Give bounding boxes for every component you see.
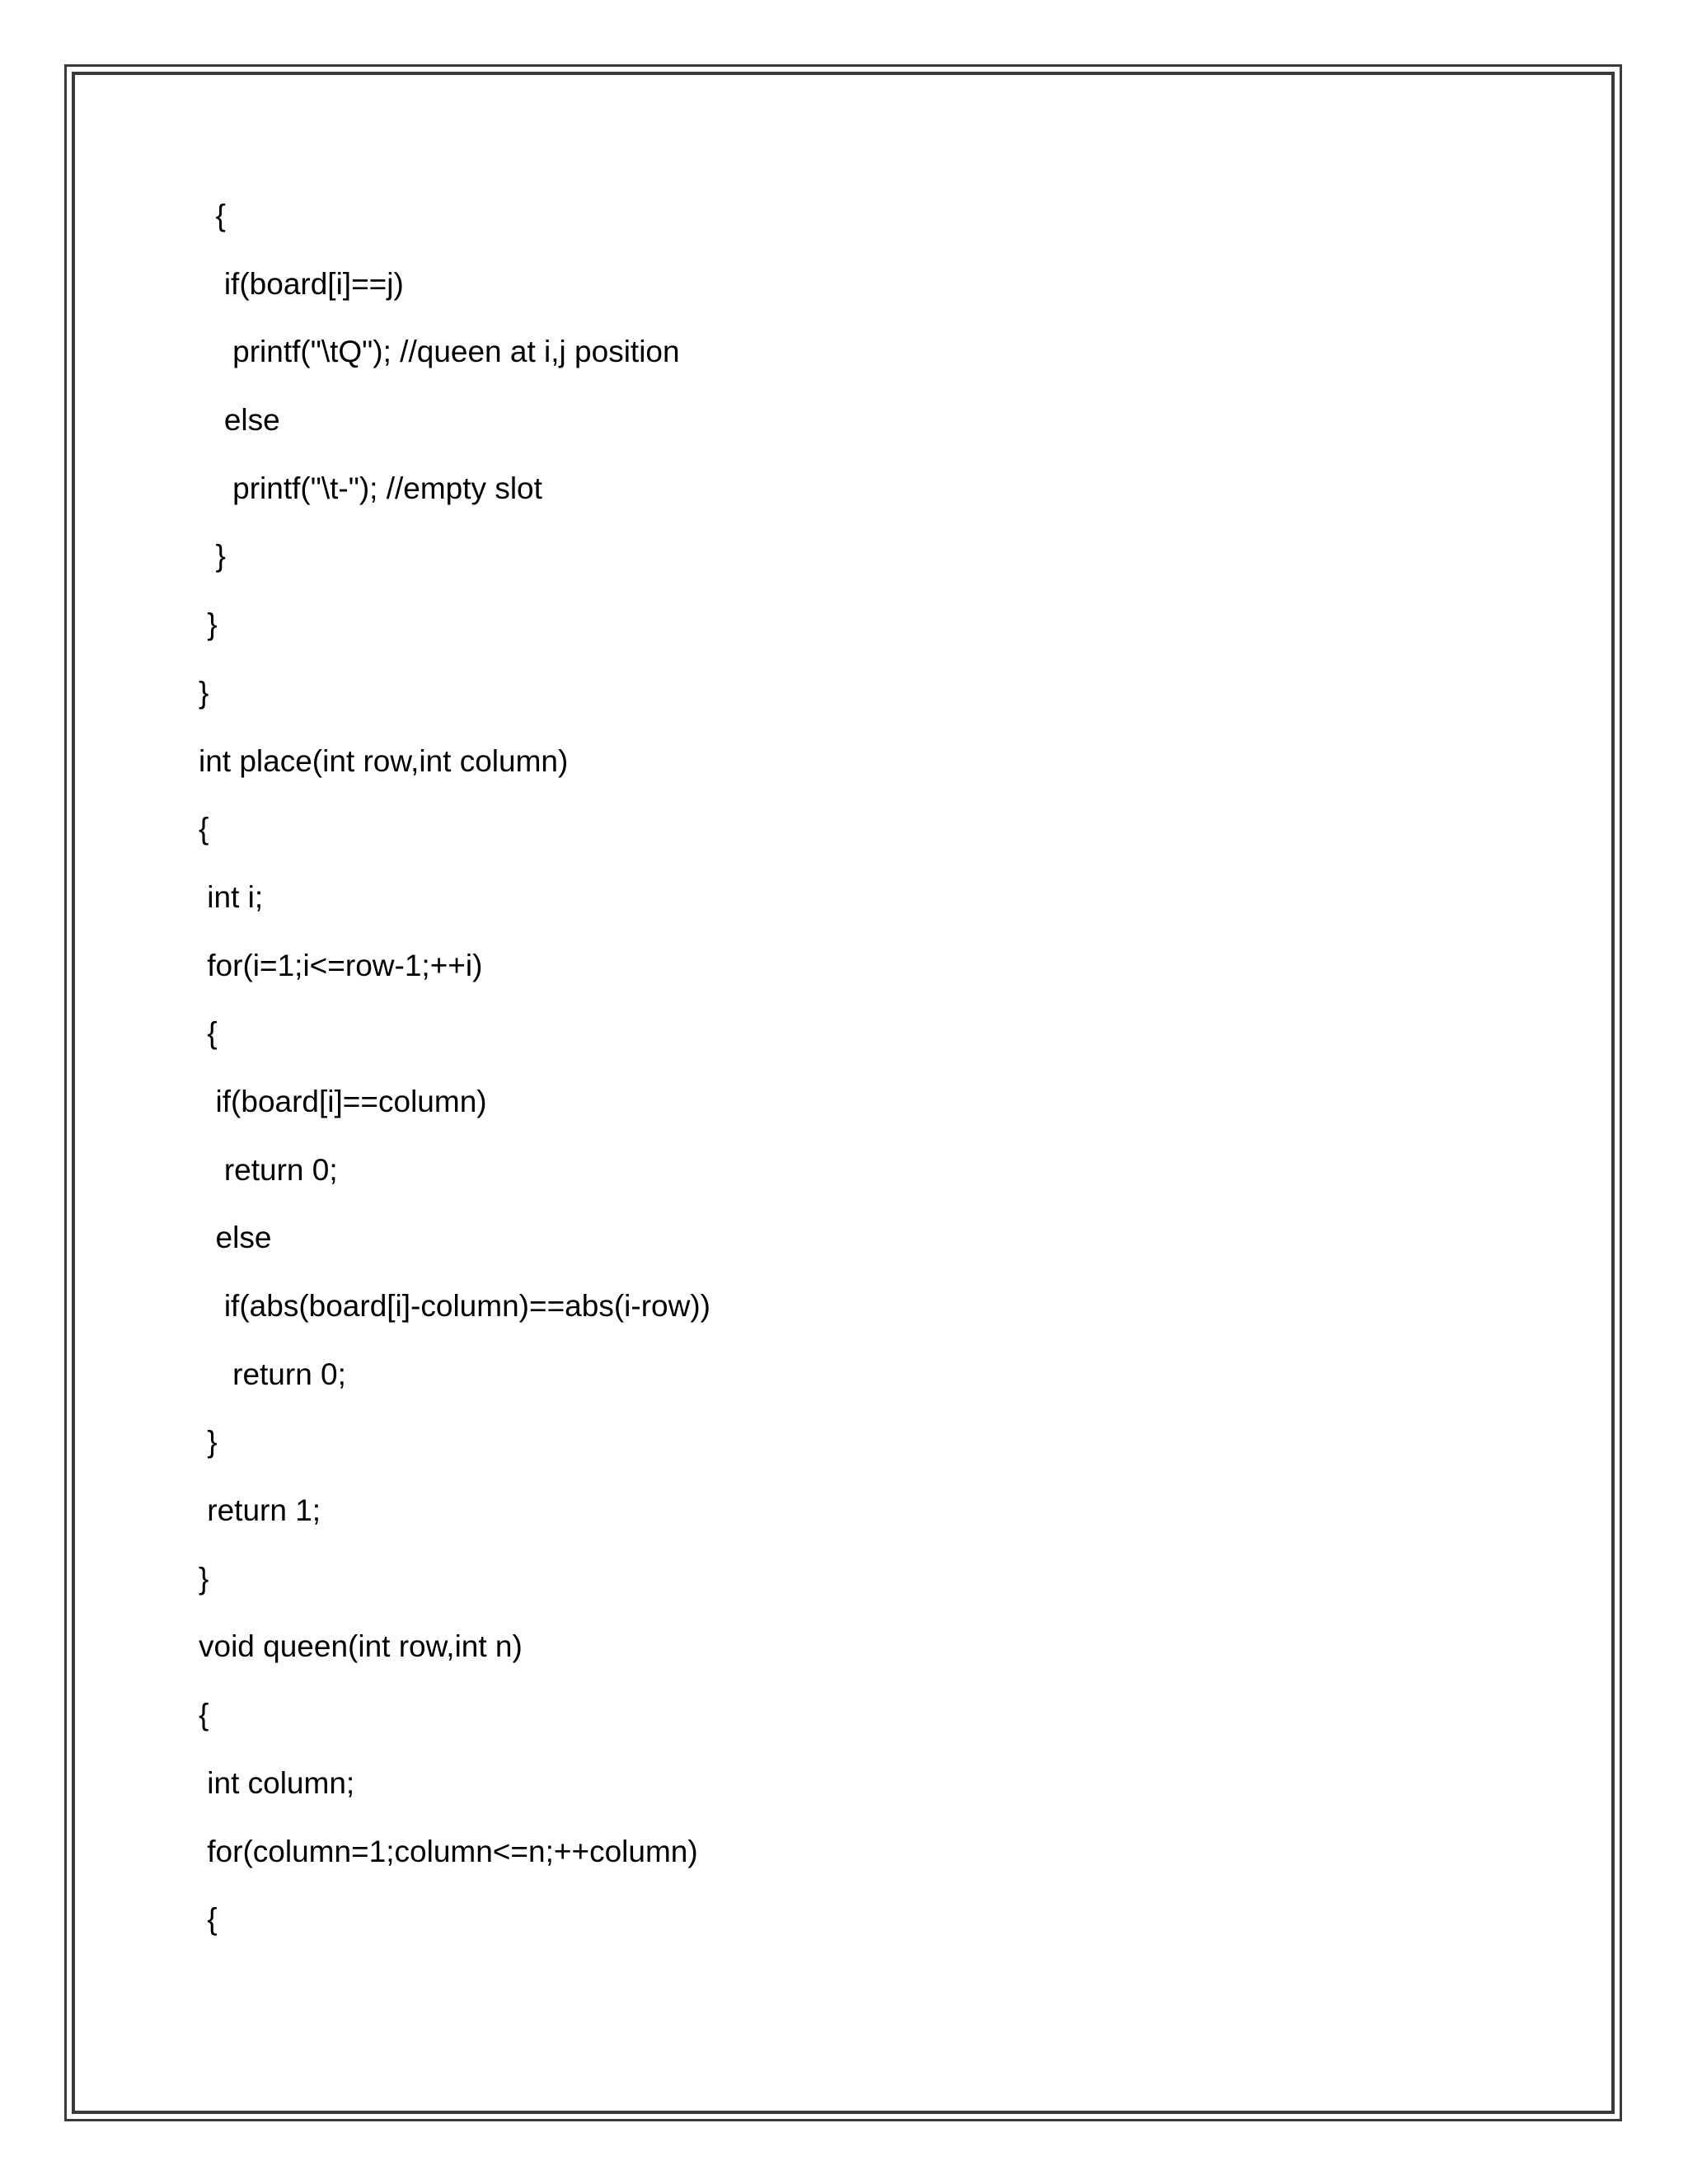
code-line: } xyxy=(199,539,226,574)
code-line: if(board[i]==column) xyxy=(199,1084,487,1118)
code-line: void queen(int row,int n) xyxy=(199,1629,523,1664)
code-line: printf("\t-"); //empty slot xyxy=(199,471,542,505)
code-line: return 1; xyxy=(199,1493,321,1528)
code-line: return 0; xyxy=(199,1152,338,1187)
code-line: else xyxy=(199,1221,272,1255)
code-line: if(board[i]==j) xyxy=(199,266,404,301)
code-line: for(column=1;column<=n;++column) xyxy=(199,1834,698,1868)
code-line: } xyxy=(199,1425,218,1460)
code-line: } xyxy=(199,675,209,710)
code-line: { xyxy=(199,1016,218,1051)
code-line: int i; xyxy=(199,879,264,914)
code-line: int place(int row,int column) xyxy=(199,743,569,778)
code-line: if(abs(board[i]-column)==abs(i-row)) xyxy=(199,1289,710,1323)
code-line: for(i=1;i<=row-1;++i) xyxy=(199,948,483,982)
code-line: else xyxy=(199,403,280,438)
code-line: { xyxy=(199,199,226,232)
code-line: } xyxy=(199,607,218,642)
code-line: int column; xyxy=(199,1765,355,1800)
code-line: { xyxy=(199,1698,209,1732)
code-listing xyxy=(199,196,710,1968)
code-line: printf("\tQ"); //queen at i,j position xyxy=(199,335,680,369)
code-line: } xyxy=(199,1561,209,1596)
code-line: { xyxy=(199,1902,218,1937)
code-line: return 0; xyxy=(199,1357,346,1391)
code-line: { xyxy=(199,812,209,846)
